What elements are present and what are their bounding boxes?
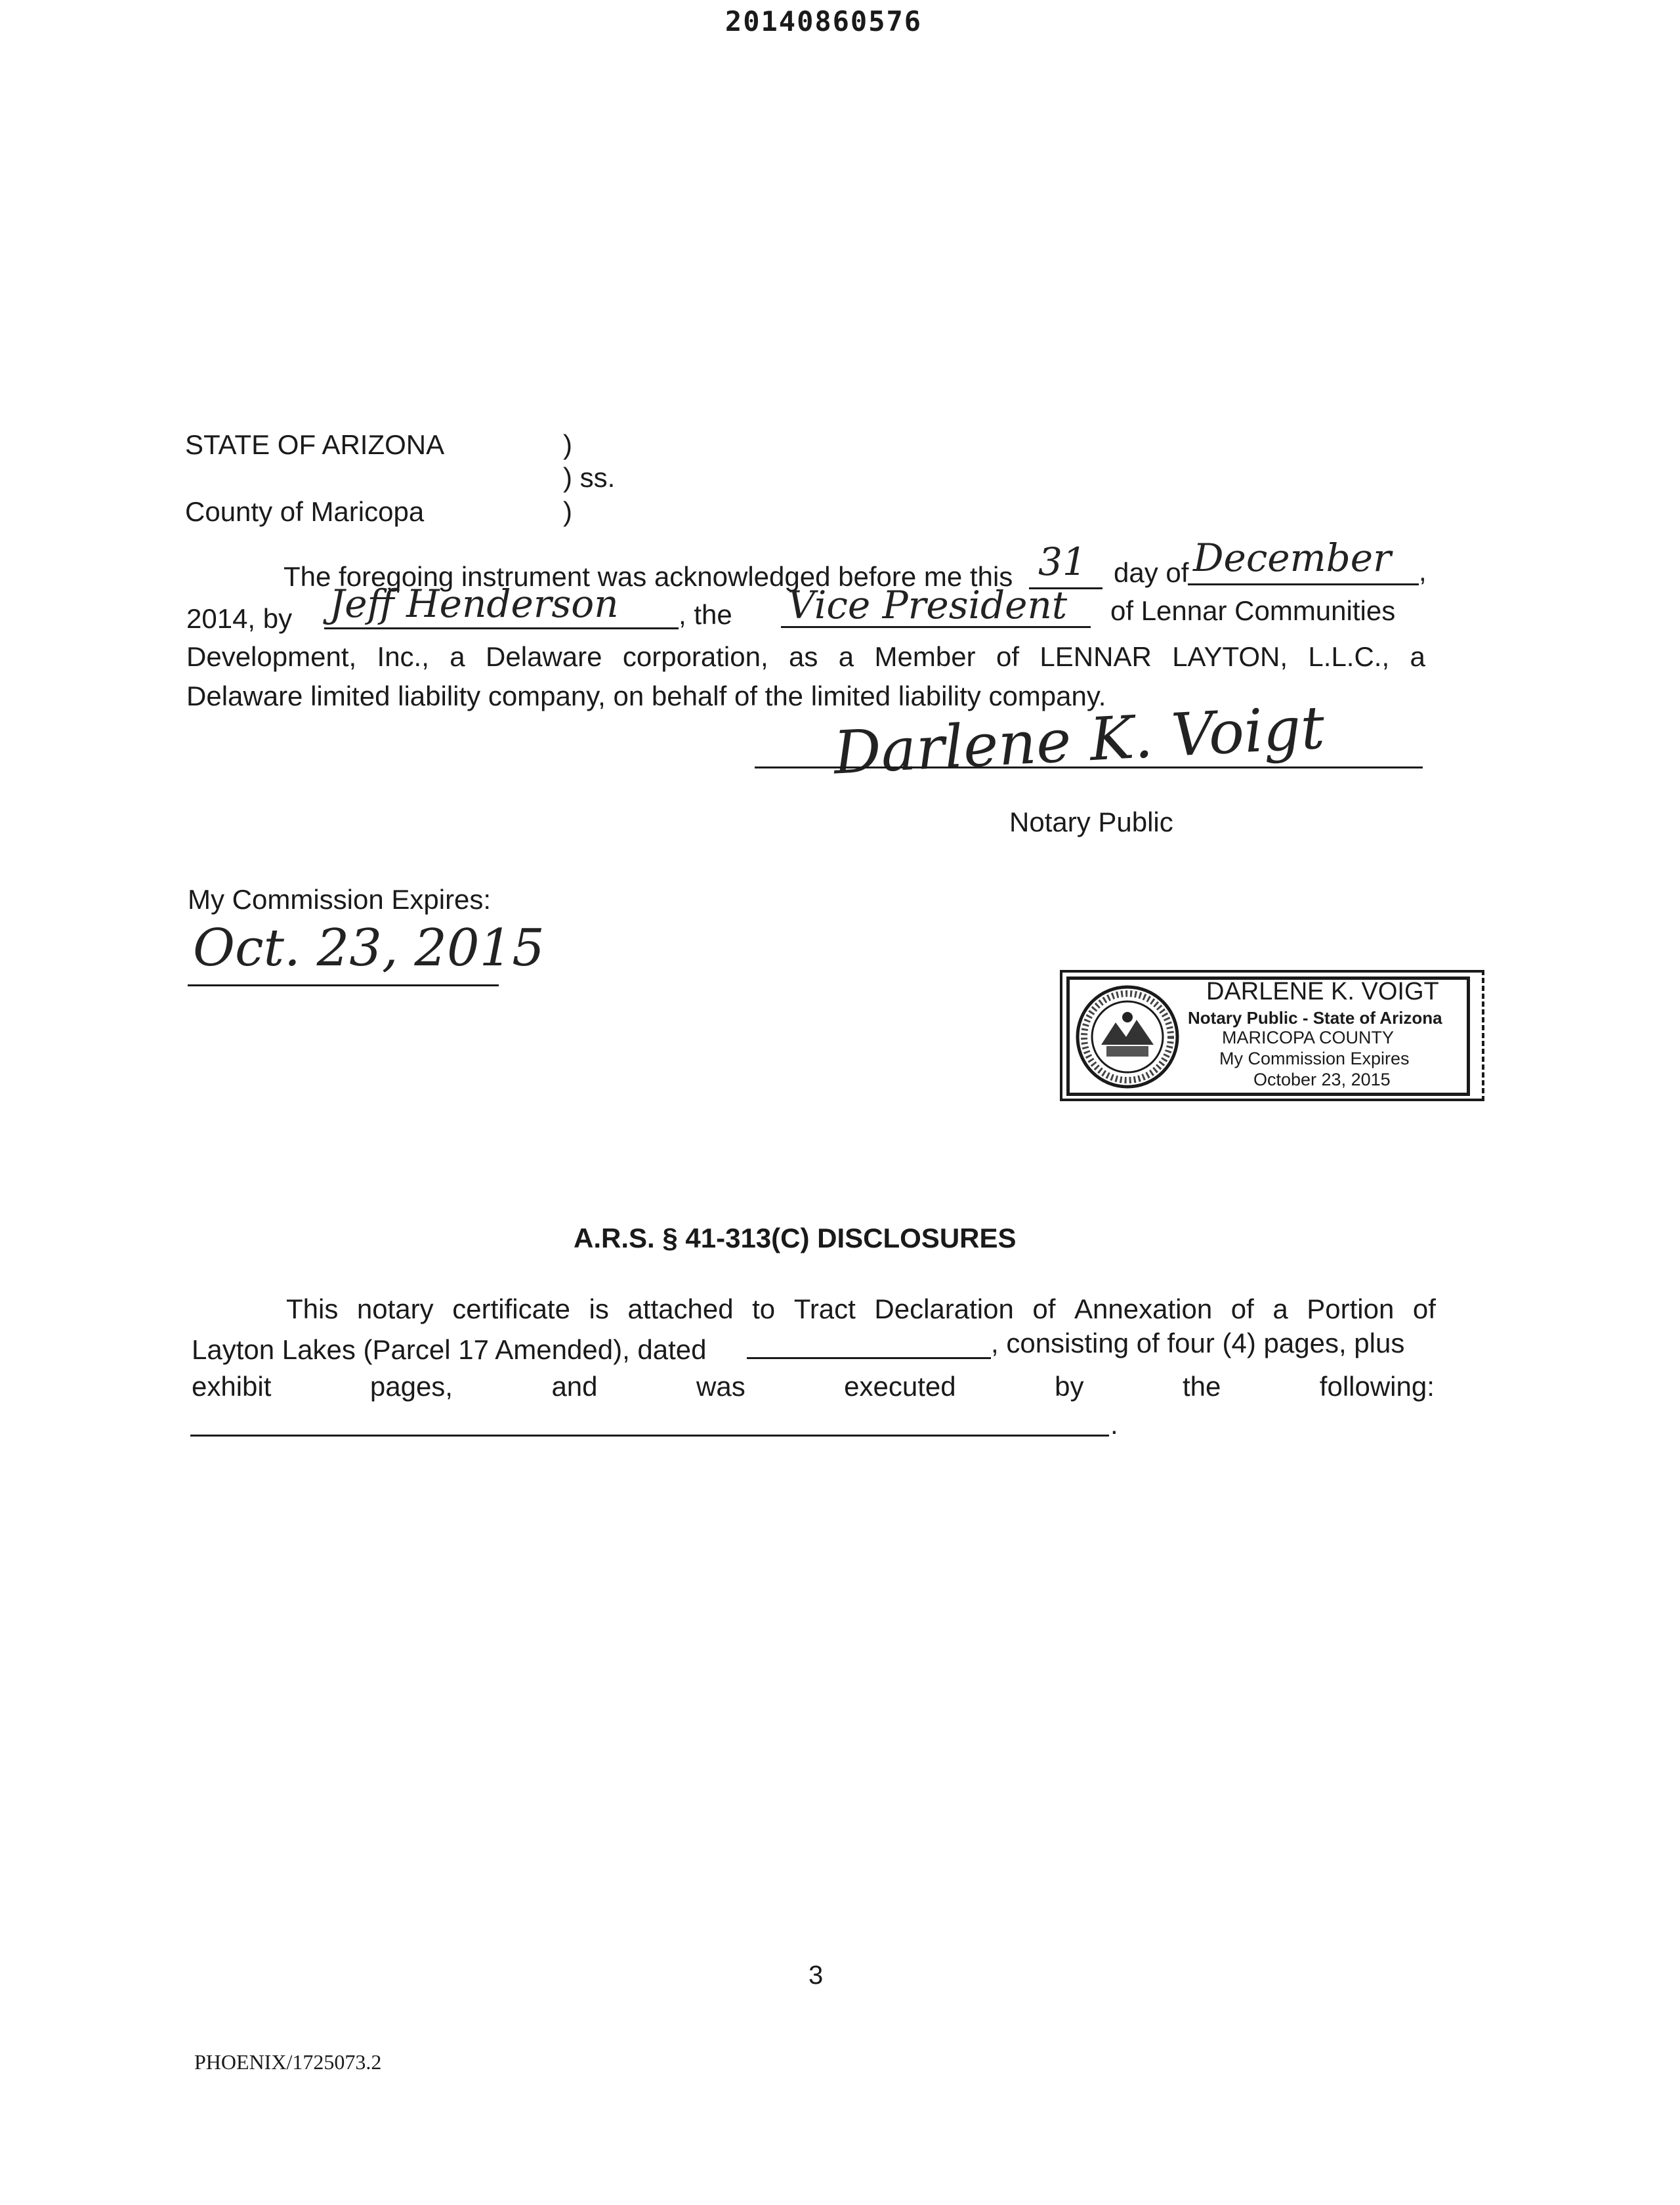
word: by [1055,1371,1084,1402]
commission-label: My Commission Expires: [188,884,492,915]
venue-paren-1: ) [563,429,572,460]
word: executed [844,1371,956,1402]
word: LAYTON, [1172,641,1288,672]
stamp-line4: My Commission Expires [1219,1049,1410,1068]
word: Member [874,641,976,672]
word: L.L.C., [1308,641,1390,672]
word: Delaware [486,641,602,672]
arizona-seal-icon [1075,984,1180,1089]
venue-state: STATE OF ARIZONA [185,429,445,460]
notary-signature: Darlene K. Voigt [831,693,1326,788]
stamp-expiry: October 23, 2015 [1253,1070,1391,1089]
disc-line3 [192,1373,1435,1400]
ack-day-handwritten: 31 [1038,539,1087,584]
word: as [789,641,818,672]
signature-line [755,766,1423,768]
ack-name-line [324,627,679,629]
page-number: 3 [808,1961,824,1990]
word: attached [627,1293,734,1324]
word: a [1272,1293,1288,1324]
word: a [450,641,465,672]
document-number: 20140860576 [724,5,923,37]
word: Development, [186,641,357,672]
disclosures-heading: A.R.S. § 41-313(C) DISCLOSURES [574,1223,1017,1253]
ack-line3 [186,643,1425,671]
word: of [1412,1293,1436,1324]
ack-title-line [781,626,1091,628]
ack-title-handwritten: Vice President [788,583,1068,627]
word: exhibit [192,1371,272,1402]
disc-line1 [286,1295,1436,1323]
word: was [696,1371,746,1402]
commission-date-handwritten: Oct. 23, 2015 [193,919,545,978]
ack-line2-end: of Lennar Communities [1110,595,1396,626]
notary-public-label: Notary Public [1009,807,1173,837]
word: Annexation [1074,1293,1213,1324]
stamp-county: MARICOPA COUNTY [1222,1028,1395,1047]
ack-month-line [1188,583,1419,585]
word: of [1032,1293,1056,1324]
word: certificate [452,1293,570,1324]
stamp-name: DARLENE K. VOIGT [1206,978,1439,1005]
stamp-line2: Notary Public - State of Arizona [1188,1008,1442,1028]
document-reference: PHOENIX/1725073.2 [194,2050,382,2074]
word: to [752,1293,776,1324]
word: and [551,1371,598,1402]
commission-date-line [188,984,499,986]
ack-name-handwritten: Jeff Henderson [329,581,619,626]
disc-line2-a: Layton Lakes (Parcel 17 Amended), dated [192,1334,707,1365]
word: Inc., [377,641,429,672]
word: of [996,641,1020,672]
word: of [1230,1293,1254,1324]
ack-line1-b: day of [1114,557,1189,588]
word: a [1410,641,1425,672]
disc-line4-period: . [1110,1409,1118,1440]
venue-county: County of Maricopa [185,496,425,527]
word: LENNAR [1040,641,1152,672]
word: This [286,1293,339,1324]
disc-date-line [747,1357,991,1359]
word: the [1182,1371,1221,1402]
word: corporation, [622,641,768,672]
word: notary [356,1293,434,1324]
ack-month-handwritten: December [1193,536,1391,580]
word: Portion [1307,1293,1395,1324]
venue-paren-3: ) [563,496,572,527]
ack-line2-year: 2014, by [186,603,293,634]
word: is [589,1293,609,1324]
word: Tract [793,1293,856,1324]
ack-comma: , [1419,556,1427,587]
word: following: [1319,1371,1435,1402]
ack-line2-the: , the [679,599,732,630]
disc-line2-b: , consisting of four (4) pages, plus [991,1328,1405,1358]
word: Declaration [874,1293,1014,1324]
word: pages, [369,1371,453,1402]
ack-line4: Delaware limited liability company, on behalf of the limited liability company. [186,681,1106,711]
ack-line1-a: The foregoing instrument was acknowledged before me this [284,561,1013,592]
disc-executed-by-line [190,1435,1109,1437]
venue-ss: ) ss. [563,462,616,493]
word: a [838,641,854,672]
